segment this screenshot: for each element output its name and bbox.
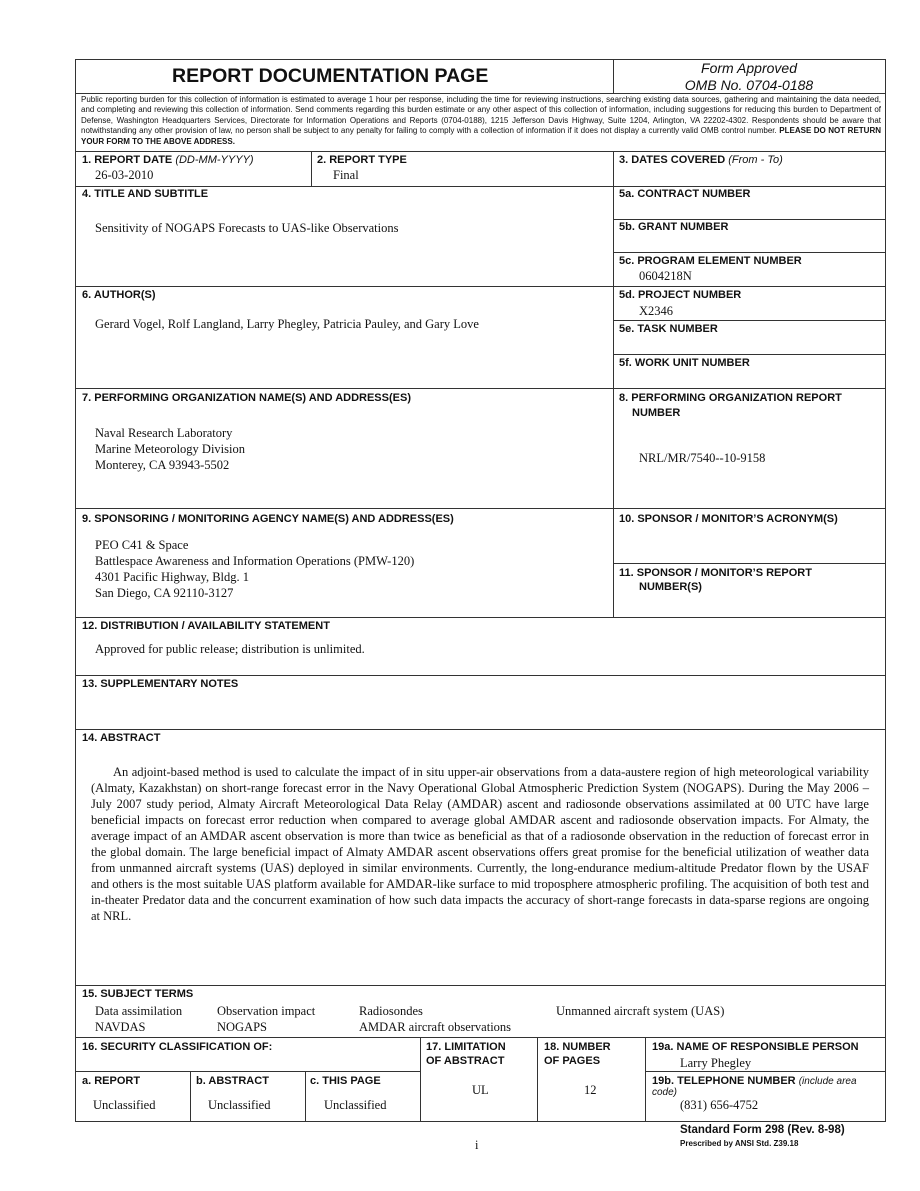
dates-covered-label: 3. DATES COVERED (From - To) xyxy=(619,154,783,166)
authors-value: Gerard Vogel, Rolf Langland, Larry Phegley, Patricia Pauley, and Gary Love xyxy=(95,317,479,331)
main-column-divider xyxy=(613,151,614,617)
report-date-value: 26-03-2010 xyxy=(95,168,154,182)
abstract-class-label: b. ABSTRACT xyxy=(196,1075,269,1087)
performing-org-line: Marine Meteorology Division xyxy=(95,442,245,456)
header-rule xyxy=(75,93,886,94)
page-number: i xyxy=(475,1138,479,1152)
sponsor-report-label: 11. SPONSOR / MONITOR’S REPORT xyxy=(619,567,812,579)
rule-19b xyxy=(645,1071,886,1072)
limitation-label: 17. LIMITATION xyxy=(426,1041,506,1053)
subject-term: NOGAPS xyxy=(217,1020,268,1034)
abstract-class-value: Unclassified xyxy=(208,1098,271,1112)
rule-5f xyxy=(613,354,886,355)
form-approved-text: Form Approved xyxy=(701,60,797,76)
task-number-label: 5e. TASK NUMBER xyxy=(619,323,718,335)
subject-terms-label: 15. SUBJECT TERMS xyxy=(82,988,194,1000)
rule-block6 xyxy=(75,286,886,287)
program-element-value: 0604218N xyxy=(639,269,692,283)
report-type-label: 2. REPORT TYPE xyxy=(317,154,407,166)
abstract-label: 14. ABSTRACT xyxy=(82,732,161,744)
sponsoring-agency-label: 9. SPONSORING / MONITORING AGENCY NAME(S) AND ADDRESS(ES) xyxy=(82,513,454,525)
distribution-label: 12. DISTRIBUTION / AVAILABILITY STATEMENT xyxy=(82,620,330,632)
distribution-value: Approved for public release; distribution is unlimited. xyxy=(95,642,365,656)
work-unit-label: 5f. WORK UNIT NUMBER xyxy=(619,357,750,369)
sponsor-acronym-label: 10. SPONSOR / MONITOR’S ACRONYM(S) xyxy=(619,513,838,525)
report-title-value: Sensitivity of NOGAPS Forecasts to UAS-like Observations xyxy=(95,221,399,235)
performing-org-label: 7. PERFORMING ORGANIZATION NAME(S) AND ADDRESS(ES) xyxy=(82,392,411,404)
subject-term: Unmanned aircraft system (UAS) xyxy=(556,1004,725,1018)
grant-number-label: 5b. GRANT NUMBER xyxy=(619,221,729,233)
program-element-label: 5c. PROGRAM ELEMENT NUMBER xyxy=(619,255,802,267)
org-report-number-value: NRL/MR/7540--10-9158 xyxy=(639,451,766,465)
report-class-value: Unclassified xyxy=(93,1098,156,1112)
rule-16-sub xyxy=(75,1071,421,1072)
burden-statement: Public reporting burden for this collection of information is estimated to average 1 hour per response, including the time for reviewing instructions, searching existing data sources, gathering and maintaining the data needed, and completing and reviewing this collection of information. Send comments regarding this burden estimate or any other aspect of this collection of information, including suggestions for reducing this burden to Department of Defense, Washington Headquarters Services, Directorate for Information Operations and Reports (0704-0188), 1215 Jefferson Davis Highway, Suite 1204, Arlington, VA 22202-4302. Respondents should be aware that notwithstanding any other provision of law, no person shall be subject to any penalty for failing to comply with a collection of information if it does not display a currently valid OMB control number. PLEASE DO NOT RETURN YOUR FORM TO THE ABOVE ADDRESS. xyxy=(81,95,881,146)
telephone-value: (831) 656-4752 xyxy=(680,1098,759,1112)
responsible-person-value: Larry Phegley xyxy=(680,1056,752,1070)
rule-5e xyxy=(613,320,886,321)
subject-term: Observation impact xyxy=(217,1004,316,1018)
limitation-label-2: OF ABSTRACT xyxy=(426,1055,505,1067)
report-date-label: 1. REPORT DATE (DD-MM-YYYY) xyxy=(82,154,254,166)
omb-number: OMB No. 0704-0188 xyxy=(684,77,814,93)
divider-16c xyxy=(305,1071,306,1122)
number-of-pages-label: 18. NUMBER xyxy=(544,1041,611,1053)
sponsoring-agency-line: Battlespace Awareness and Information Operations (PMW-120) xyxy=(95,554,415,568)
sponsoring-agency-line: San Diego, CA 92110-3127 xyxy=(95,586,234,600)
project-number-value: X2346 xyxy=(639,304,674,318)
divider-18 xyxy=(537,1037,538,1122)
org-report-number-label: 8. PERFORMING ORGANIZATION REPORT xyxy=(619,392,842,404)
rule-block12 xyxy=(75,617,886,618)
performing-org-line: Naval Research Laboratory xyxy=(95,426,233,440)
title-subtitle-label: 4. TITLE AND SUBTITLE xyxy=(82,188,209,200)
sponsor-report-label-2: NUMBER(S) xyxy=(639,581,702,593)
sponsoring-agency-line: 4301 Pacific Highway, Bldg. 1 xyxy=(95,570,250,584)
rule-block13 xyxy=(75,675,886,676)
report-type-value: Final xyxy=(333,168,359,182)
number-of-pages-label-2: OF PAGES xyxy=(544,1055,601,1067)
prescribed-by-label: Prescribed by ANSI Std. Z39.18 xyxy=(680,1139,799,1148)
subject-term: AMDAR aircraft observations xyxy=(359,1020,512,1034)
org-report-number-label-2: NUMBER xyxy=(632,407,681,419)
rule-11 xyxy=(613,563,886,564)
number-of-pages-value: 12 xyxy=(584,1083,597,1097)
rule-block14 xyxy=(75,729,886,730)
subject-term: Data assimilation xyxy=(95,1004,183,1018)
telephone-hint: code) xyxy=(652,1087,678,1098)
contract-number-label: 5a. CONTRACT NUMBER xyxy=(619,188,751,200)
sponsoring-agency-line: PEO C41 & Space xyxy=(95,538,189,552)
divider-row1-a xyxy=(311,151,312,186)
rule-5c xyxy=(613,252,886,253)
responsible-person-label: 19a. NAME OF RESPONSIBLE PERSON xyxy=(652,1041,859,1053)
performing-org-line: Monterey, CA 93943-5502 xyxy=(95,458,230,472)
project-number-label: 5d. PROJECT NUMBER xyxy=(619,289,742,301)
rule-block9 xyxy=(75,508,886,509)
this-page-class-label: c. THIS PAGE xyxy=(310,1075,381,1087)
this-page-class-value: Unclassified xyxy=(324,1098,387,1112)
rule-row1 xyxy=(75,151,886,152)
rule-block7 xyxy=(75,388,886,389)
security-classification-label: 16. SECURITY CLASSIFICATION OF: xyxy=(82,1041,273,1053)
abstract-text: An adjoint-based method is used to calculate the impact of in situ upper-air observations from a data-austere region of high meteorological variability (Almaty, Kazakhstan) on short-range forecast error in the Navy Operational Global Atmospheric Prediction System (NOGAPS). During the May 2006 – July 2007 study period, Almaty Aircraft Meteorological Data Relay (AMDAR) ascent and radiosonde observations assimilated at 00 UTC have large beneficial impacts on forecast error reduction when compared to average global AMDAR ascent and radiosonde observation impacts. For Almaty, the average impact of an AMDAR ascent observation is more than twice as beneficial as that of a radiosonde observation in the reduction of forecast error in the global domain. The large beneficial impact of Almaty AMDAR ascent observations offers great promise for the beneficial utilization of weather data from unmanned aircraft systems (UAS) deployed in similar environments. Currently, the long-endurance medium-altitude Predator flown by the USAF and others is the most suitable UAS platform available for AMDAR-like surface to mid troposphere atmospheric profiling. The acquisition of both test and in-theater Predator data and the concurrent examination of how such data impacts the accuracy of short-range forecasts in data-sparse regions are ongoing at NRL. xyxy=(91,765,869,923)
rule-block16 xyxy=(75,1037,886,1038)
rule-block15 xyxy=(75,985,886,986)
telephone-label: 19b. TELEPHONE NUMBER (include area xyxy=(652,1075,857,1087)
limitation-value: UL xyxy=(472,1083,489,1097)
report-class-label: a. REPORT xyxy=(82,1075,141,1087)
authors-label: 6. AUTHOR(S) xyxy=(82,289,156,301)
subject-term: NAVDAS xyxy=(95,1020,146,1034)
supplementary-notes-label: 13. SUPPLEMENTARY NOTES xyxy=(82,678,239,690)
divider-17 xyxy=(420,1037,421,1122)
subject-term: Radiosondes xyxy=(359,1004,423,1018)
standard-form-label: Standard Form 298 (Rev. 8-98) xyxy=(680,1124,845,1136)
divider-16b xyxy=(190,1071,191,1122)
divider-19 xyxy=(645,1037,646,1122)
page-title: REPORT DOCUMENTATION PAGE xyxy=(172,65,489,87)
